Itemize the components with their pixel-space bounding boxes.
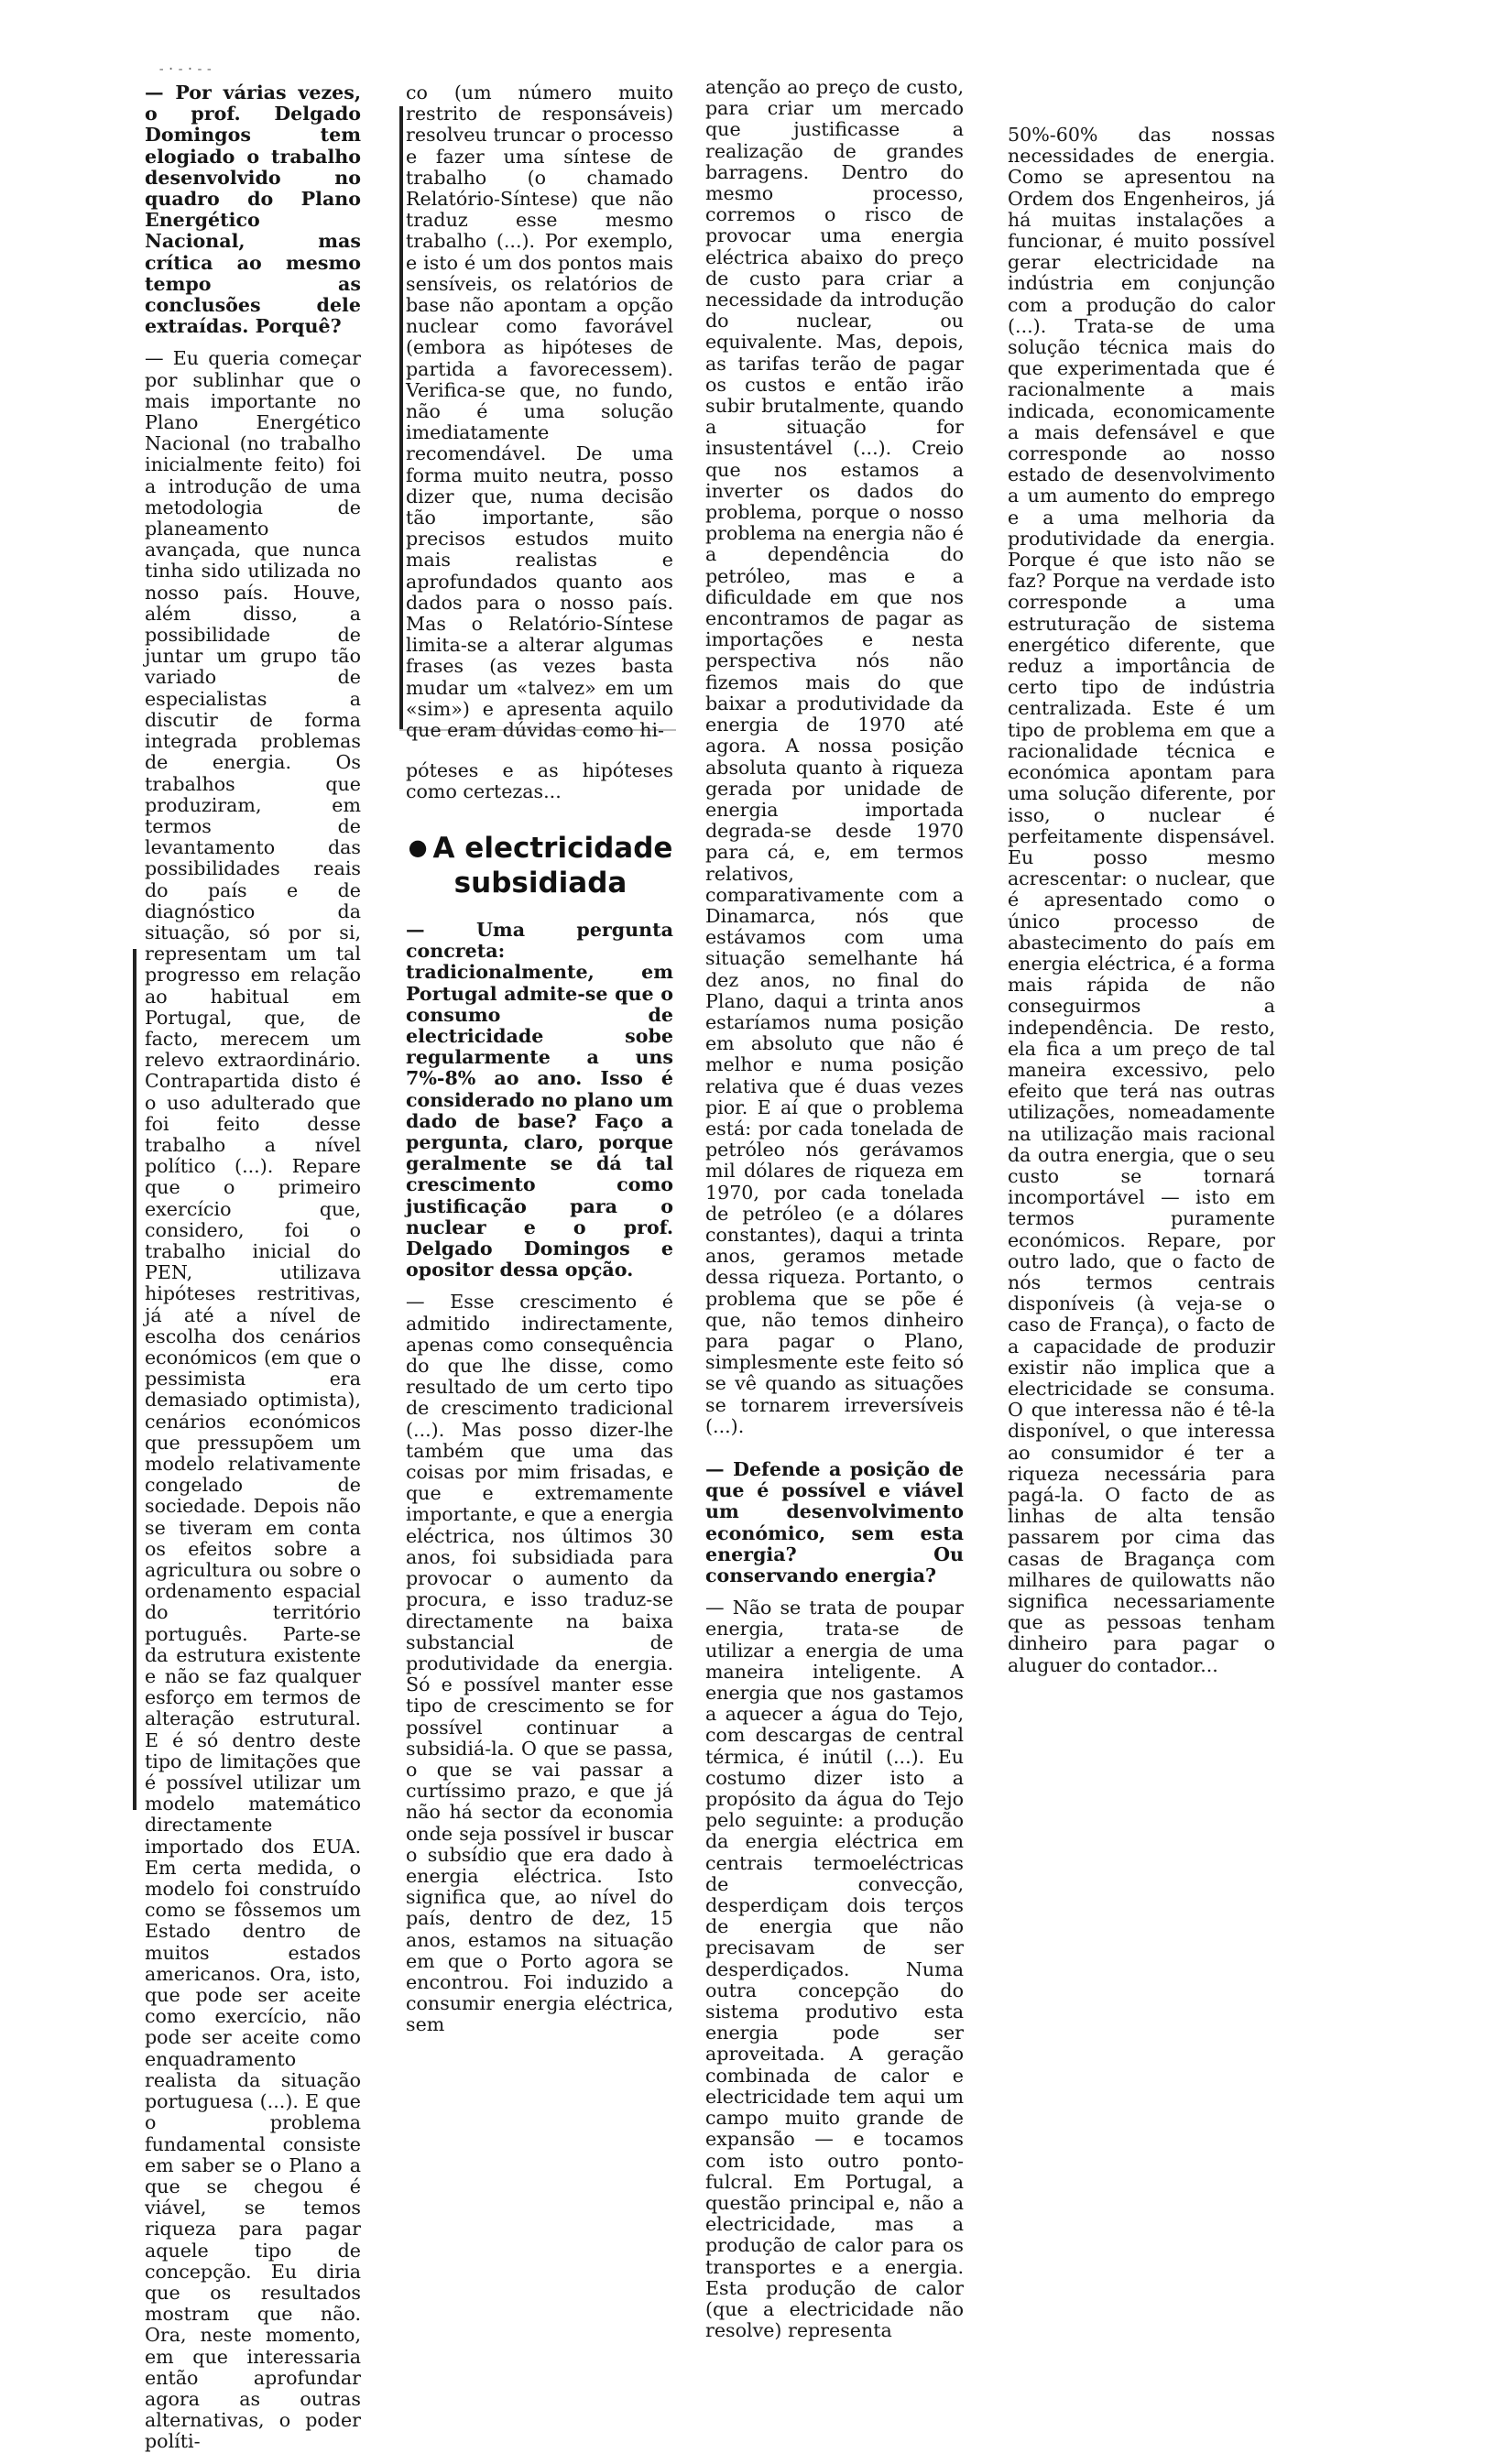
- interview-answer-continued: póteses e as hipóteses como certezas...: [406, 759, 673, 803]
- bullet-icon: ●: [408, 834, 428, 860]
- column-3: [705, 77, 964, 2352]
- column-rule-left: [399, 106, 403, 729]
- column-2-after-rule: [406, 760, 673, 813]
- interview-answer-continued: 50%-60% das nossas necessidades de energia. Como se apresentou na Ordem dos Engenheiros, já há muitas instalações a funcionar, é muito possível gerar electricidade na indústria em conjunção com a produção do calor (...). Trata-se de uma solução técnica mais do que experimentada que é racionalmente a mais indicada, economicamente a mais defensável e que corresponde ao nosso estado de desenvolvimento a um aumento do emprego e a uma melhoria da produtividade da energia. Porque é que isto não se faz? Porque na verdade isto corresponde a uma estruturação de sistema energético diferente, que reduz a importância de certo tipo de indústria centralizada. Este é um tipo de problema em que a racionalidade técnica e económica apontam para uma solução diferente, por isso, o nuclear é perfeitamente dispensável. Eu posso mesmo acrescentar: o nuclear, que é apresentado como o único processo de abastecimento do país em energia eléctrica, é a forma mais rápida de não conseguirmos a independência. De resto, ela fica a um preço de tal maneira excessivo, pelo efeito que terá nas outras utilizações, nomeadamente na utilização mais racional da outra energia, que o seu custo se tornará incomportável — isto em termos puramente económicos. Repare, por outro lado, que o facto de nós termos centrais disponíveis (à veja-se o caso de França), o facto de a capacidade de produzir existir não implica que a electricidade se consuma. O que interessa não é tê-la disponível, o que interessa ao consumidor é ter a riqueza necessária para pagá-la. O facto de as linhas de alta tensão passarem por cima das casas de Bragança com milhares de quilowatts não significa necessariamente que as pessoas tenham dinheiro para pagar o aluguer do contador...: [1008, 124, 1275, 1676]
- column-1: [145, 82, 361, 2464]
- interview-answer: — Esse crescimento é admitido indirectamente, apenas como consequência do que lhe disse, como resultado de um certo tipo de crescimento tradicional (...). Mas posso dizer-lhe também que uma das coisas por mim frisadas, e que e extremamente importante, e que a energia eléctrica, nos últimos 30 anos, foi subsidiada para provocar o aumento da procura, e isso traduz-se directamente na baixa substancial de produtividade da energia. Só e possível manter esse tipo de crescimento se for possível continuar a subsidiá-la. O que se passa, o que se vai passar a curtíssimo prazo, e que já não há sector da economia onde seja possível ir buscar o subsídio que era dado à energia eléctrica. Isto significa que, ao nível do país, dentro de dez, 15 anos, estamos na situação em que o Porto agora se encontrou. Foi induzido a consumir energia eléctrica, sem: [406, 1291, 673, 2036]
- interview-question: — Por várias vezes, o prof. Delgado Domingos tem elogiado o trabalho desenvolvido no quadro do Plano Energético Nacional, mas crítica ao mesmo tempo as conclusões dele extraídas. Porquê?: [145, 82, 361, 338]
- column-4: [1008, 125, 1275, 1687]
- interview-answer: — Eu queria começar por sublinhar que o mais importante no Plano Energético Nacional (no trabalho inicialmente feito) foi a introdução de uma metodologia de planeamento avançada, que nunca tinha sido utilizada no nosso país. Houve, além disso, a possibilidade de juntar um grupo tão variado de especialistas a discutir de forma integrada problemas de energia. Os trabalhos que produziram, em termos de levantamento das possibilidades reais do país e de diagnóstico da situação, só por si, representam um tal progresso em relação ao habitual em Portugal, que, de facto, merecem um relevo extraordinário. Contrapartida disto é o uso adulterado que foi feito desse trabalho a nível político (...). Repare que o primeiro exercício que, considero, foi o trabalho inicial do PEN, utilizava hipóteses restritivas, já até a nível de escolha dos cenários económicos (em que o pessimista era demasiado optimista), cenários económicos que pressupõem um modelo relativamente congelado de sociedade. Depois não se tiveram em conta os efeitos sobre a agricultura ou sobre o ordenamento espacial do território português. Parte-se da estrutura existente e não se faz qualquer esforço em termos de alteração estrutural. E é só dentro deste tipo de limitações que é possível utilizar um modelo matemático directamente importado dos EUA. Em certa medida, o modelo foi construído como se fôssemos um Estado dentro de muitos estados americanos. Ora, isto, que pode ser aceite como exercício, não pode ser aceite como enquadramento realista da situação portuguesa (...). E que o problema fundamental consiste em saber se o Plano a que se chegou é viável, se temos riqueza para pagar aquele tipo de concepção. Eu diria que os resultados mostram que não. Ora, neste momento, em que interessaria então aprofundar agora as outras alternativas, o poder políti-: [145, 347, 361, 2453]
- column-2: [406, 82, 673, 752]
- interview-answer: — Não se trata de poupar energia, trata-se de utilizar a energia de uma maneira inteligente. A energia que nos gastamos a aquecer a água do Tejo, com descargas de central térmica, é inútil (...). Eu costumo dizer isto a propósito da água do Tejo pelo seguinte: a produção da energia eléctrica em centrais termoeléctricas de convecção, desperdiçam dois terços de energia que não precisavam de ser desperdiçados. Numa outra concepção do sistema produtivo esta energia pode ser aproveitada. A geração combinada de calor e electricidade tem aqui um campo muito grande de expansão — e tocamos com isto outro ponto-fulcral. Em Portugal, a questão principal e, não a electricidade, mas a produção de calor para os transportes e a energia. Esta produção de calor (que a electricidade não resolve) representa: [705, 1597, 964, 2342]
- interview-question: — Defende a posição de que é possível e viável um desenvolvimento económico, sem esta energia? Ou conservando energia?: [705, 1458, 964, 1587]
- interview-answer-continued: atenção ao preço de custo, para criar um mercado que justificasse a realização de grandes barragens. Dentro do mesmo processo, corremos o risco de provocar uma energia eléctrica abaixo do preço de custo para criar a necessidade da introdução do nuclear, ou equivalente. Mas, depois, as tarifas terão de pagar os custos e então irão subir brutalmente, quando a situação for insustentável (...). Creio que nos estamos a inverter os dados do problema, porque o nosso problema na energia não é a dependência do petróleo, mas e a dificuldade em que nos encontramos de pagar as importações e nesta perspectiva nós não fizemos mais do que baixar a produtividade da energia de 1970 até agora. A nossa posição absoluta quanto à riqueza gerada por unidade de energia importada degrada-se desde 1970 para cá, e, em termos relativos, comparativamente com a Dinamarca, nós que estávamos com uma situação semelhante há dez anos, no final do Plano, daqui a trinta anos estaríamos numa posição em absoluto que não é melhor e numa posição relativa que é duas vezes pior. E aí que o problema está: por cada tonelada de petróleo nós gerávamos mil dólares de riqueza em 1970, por cada tonelada de petróleo (e a dólares constantes), daqui a trinta anos, geramos metade dessa riqueza. Portanto, o problema que se põe é que, não temos dinheiro para pagar o Plano, simplesmente este feito só se vê quando as situações se tornarem irreversíveis (...).: [705, 76, 964, 1437]
- section-heading: [403, 830, 678, 900]
- column-rule-left: [133, 949, 136, 1810]
- interview-question: — Uma pergunta concreta: tradicionalmente, em Portugal admite-se que o consumo de electricidade sobe regularmente a uns 7%-8% ao ano. Isso é considerado no plano um dado de base? Faço a pergunta, claro, porque geralmente se dá tal crescimento como justificação para o nuclear e o prof. Delgado Domingos e opositor dessa opção.: [406, 919, 673, 1281]
- interview-answer-continued: co (um número muito restrito de responsáveis) resolveu truncar o processo e fazer uma síntese de trabalho (o chamado Relatório-Síntese) que não traduz esse mesmo trabalho (...). Por exemplo, e isto é um dos pontos mais sensíveis, os relatórios de base não apontam a opção nuclear como favorável (embora as hipóteses de partida a favorecessem). Verifica-se que, no fundo, não é uma solução imediatamente recomendável. De uma forma muito neutra, posso dizer que, numa decisão tão importante, são precisos estudos muito mais realistas e aprofundados quanto aos dados para o nosso país. Mas o Relatório-Síntese limita-se a alterar algumas frases (as vezes basta mudar um «talvez» em um «sim») e apresenta aquilo que eram dúvidas como hi-: [406, 82, 673, 742]
- column-2-section: [406, 920, 673, 2047]
- print-speck: -·-·--: [158, 62, 215, 77]
- section-heading-text: A electricidade subsidiada: [432, 832, 673, 899]
